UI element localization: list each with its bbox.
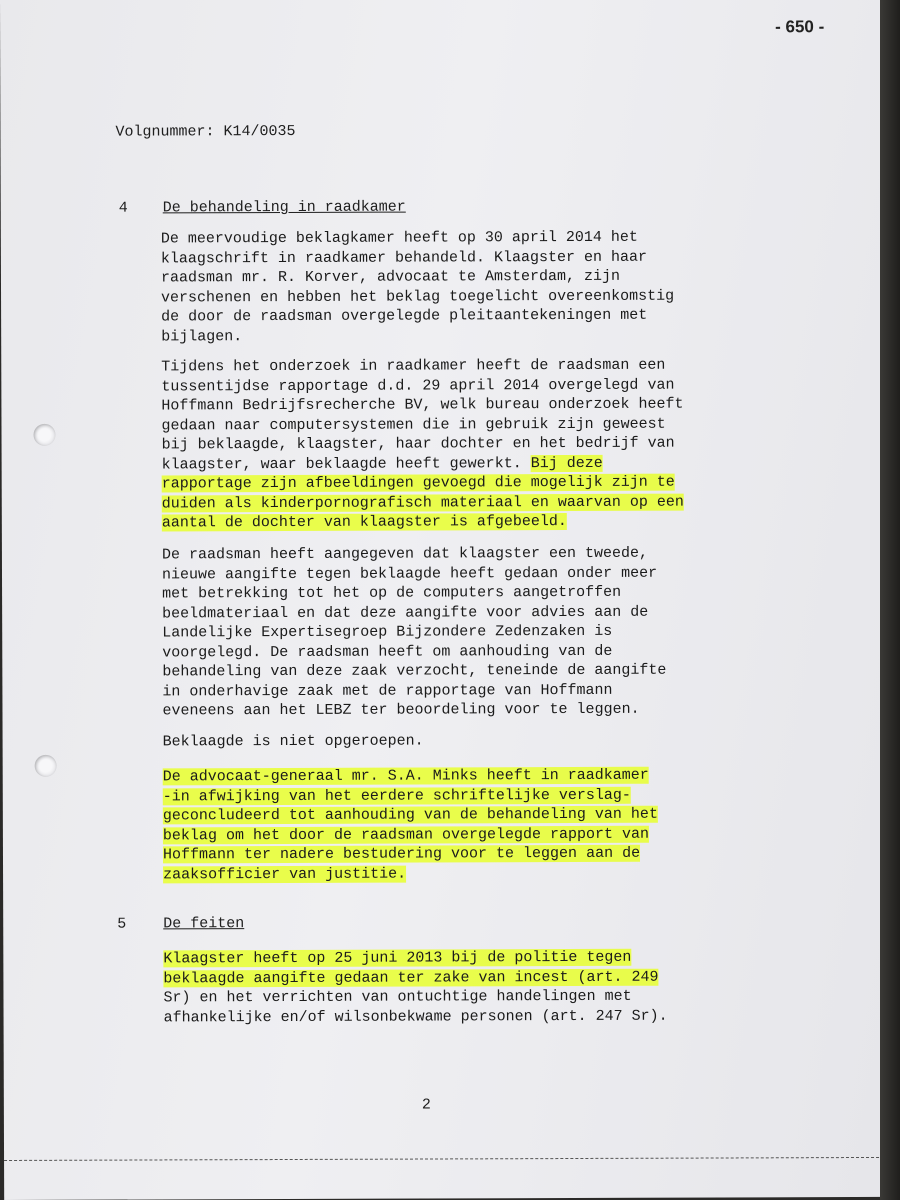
highlighted-text: beklag om het door de raadsman overgelegde rapport van	[162, 825, 650, 844]
punch-hole	[35, 755, 57, 777]
text-line	[163, 824, 803, 846]
section-4-paragraph-5	[163, 765, 803, 884]
text-segment: Beklaagde is niet opgeroepen.	[162, 732, 424, 751]
text-line	[164, 1006, 804, 1028]
section-5-number: 5	[117, 915, 127, 933]
text-line	[163, 947, 803, 969]
text-segment: Tijdens het onderzoek in raadkamer heeft de raadsman een	[161, 356, 666, 376]
text-line	[162, 511, 802, 533]
text-line	[162, 621, 802, 643]
highlighted-text: beklaagde aangifte gedaan ter zake van incest (art. 249	[163, 968, 659, 987]
section-4-number: 4	[118, 199, 128, 217]
text-segment: behandeling van deze zaak verzocht, teneinde de aangifte	[162, 661, 667, 681]
text-line	[161, 325, 801, 347]
table-background	[880, 0, 900, 1200]
text-line	[162, 563, 802, 585]
text-line	[162, 433, 802, 455]
text-line	[161, 394, 801, 416]
text-line	[163, 986, 803, 1008]
highlighted-text: -in afwijking van het eerdere schriftelijke verslag-	[162, 786, 631, 805]
text-segment: verschenen en hebben het beklag toegelicht overeenkomstig	[161, 287, 675, 306]
section-4-title: De behandeling in raadkamer	[162, 198, 406, 217]
text-segment: de door de raadsman overgelegde pleitaantekeningen met	[161, 306, 648, 326]
punch-hole	[33, 424, 55, 446]
section-4-paragraph-1	[161, 227, 801, 346]
text-segment: klaagster, waar beklaagde heeft gewerkt.	[161, 454, 531, 473]
highlighted-text: Hoffmann ter nadere bestudering voor te leggen aan de	[162, 844, 641, 864]
text-line	[162, 699, 802, 721]
page-number: 2	[421, 1096, 431, 1114]
highlighted-text: Bij deze	[530, 454, 603, 472]
text-line	[161, 266, 801, 288]
text-segment: voorgelegd. De raadsman heeft om aanhouding van de	[162, 642, 613, 661]
text-segment: Hoffmann Bedrijfsrecherche BV, welk bureau onderzoek heeft	[161, 395, 684, 415]
text-segment: De raadsman heeft aangegeven dat klaagster een tweede,	[161, 544, 649, 564]
text-segment: afhankelijke en/of wilsonbekwame personen (art. 247 Sr).	[163, 1007, 668, 1026]
text-line	[161, 227, 801, 249]
text-segment: nieuwe aangifte tegen beklaagde heeft gedaan onder meer	[161, 564, 658, 583]
text-segment: raadsman mr. R. Korver, advocaat te Amsterdam, zijn	[160, 267, 621, 287]
text-line	[162, 660, 802, 682]
text-segment: tussentijdse rapportage d.d. 29 april 2014 overgelegd van	[161, 376, 675, 395]
text-line	[162, 680, 802, 702]
text-segment: Landelijke Expertisegroep Bijzondere Zedenzaken is	[162, 622, 613, 642]
text-segment: beeldmateriaal en dat deze aangifte voor advies aan de	[162, 603, 649, 622]
text-segment: in onderhavige zaak met de rapportage van Hoffmann	[162, 681, 613, 700]
text-segment: Sr) en het verrichten van ontuchtige handelingen met	[163, 987, 632, 1007]
highlighted-text: rapportage zijn afbeeldingen gevoegd die mogelijk zijn te	[161, 473, 675, 493]
text-segment: De meervoudige beklagkamer heeft op 30 april 2014 het	[160, 228, 638, 248]
text-line	[162, 453, 802, 475]
text-segment: klaagschrift in raadkamer behandeld. Klaagster en haar	[160, 248, 648, 267]
text-segment: bijlagen.	[161, 327, 243, 345]
text-line	[162, 641, 802, 663]
text-line	[161, 414, 801, 436]
section-5-paragraph-1	[163, 947, 803, 1027]
text-line	[163, 765, 803, 787]
text-line	[163, 843, 803, 865]
text-line	[163, 785, 803, 807]
case-number: Volgnummer: K14/0035	[115, 122, 296, 141]
highlighted-text: aantal de dochter van klaagster is afgebeeld.	[161, 513, 567, 532]
section-5-title: De feiten	[163, 915, 245, 933]
text-segment: eveneens aan het LEBZ ter beoordeling voor te leggen.	[162, 700, 640, 720]
text-line	[161, 355, 801, 377]
text-line	[163, 730, 803, 752]
section-4-paragraph-2	[161, 355, 802, 533]
text-line	[162, 472, 802, 494]
highlighted-text: geconcludeerd tot aanhouding van de behandeling van het	[162, 805, 658, 825]
text-line	[163, 967, 803, 989]
highlighted-text: Klaagster heeft op 25 juni 2013 bij de politie tegen	[163, 948, 632, 968]
text-segment: gedaan naar computersystemen die in gebruik zijn geweest	[161, 415, 666, 434]
text-line	[163, 863, 803, 885]
text-line	[162, 543, 802, 565]
text-line	[162, 492, 802, 514]
text-line	[161, 286, 801, 308]
highlighted-text: zaaksofficier van justitie.	[163, 865, 407, 883]
page-stamp: - 650 -	[775, 17, 825, 37]
highlighted-text: De advocaat-generaal mr. S.A. Minks heeft in raadkamer	[162, 766, 649, 786]
text-line	[163, 804, 803, 826]
section-4-paragraph-4	[163, 730, 803, 752]
text-line	[162, 602, 802, 624]
text-line	[162, 582, 802, 604]
text-line	[161, 247, 801, 269]
section-4-paragraph-3	[162, 543, 803, 721]
text-segment: met betrekking tot het op de computers aangetroffen	[162, 583, 622, 603]
divider	[4, 1157, 884, 1161]
text-line	[161, 375, 801, 397]
text-segment: bij beklaagde, klaagster, haar dochter en het bedrijf van	[161, 434, 675, 454]
text-line	[161, 305, 801, 327]
highlighted-text: duiden als kinderpornografisch materiaal en waarvan op een	[161, 493, 684, 512]
